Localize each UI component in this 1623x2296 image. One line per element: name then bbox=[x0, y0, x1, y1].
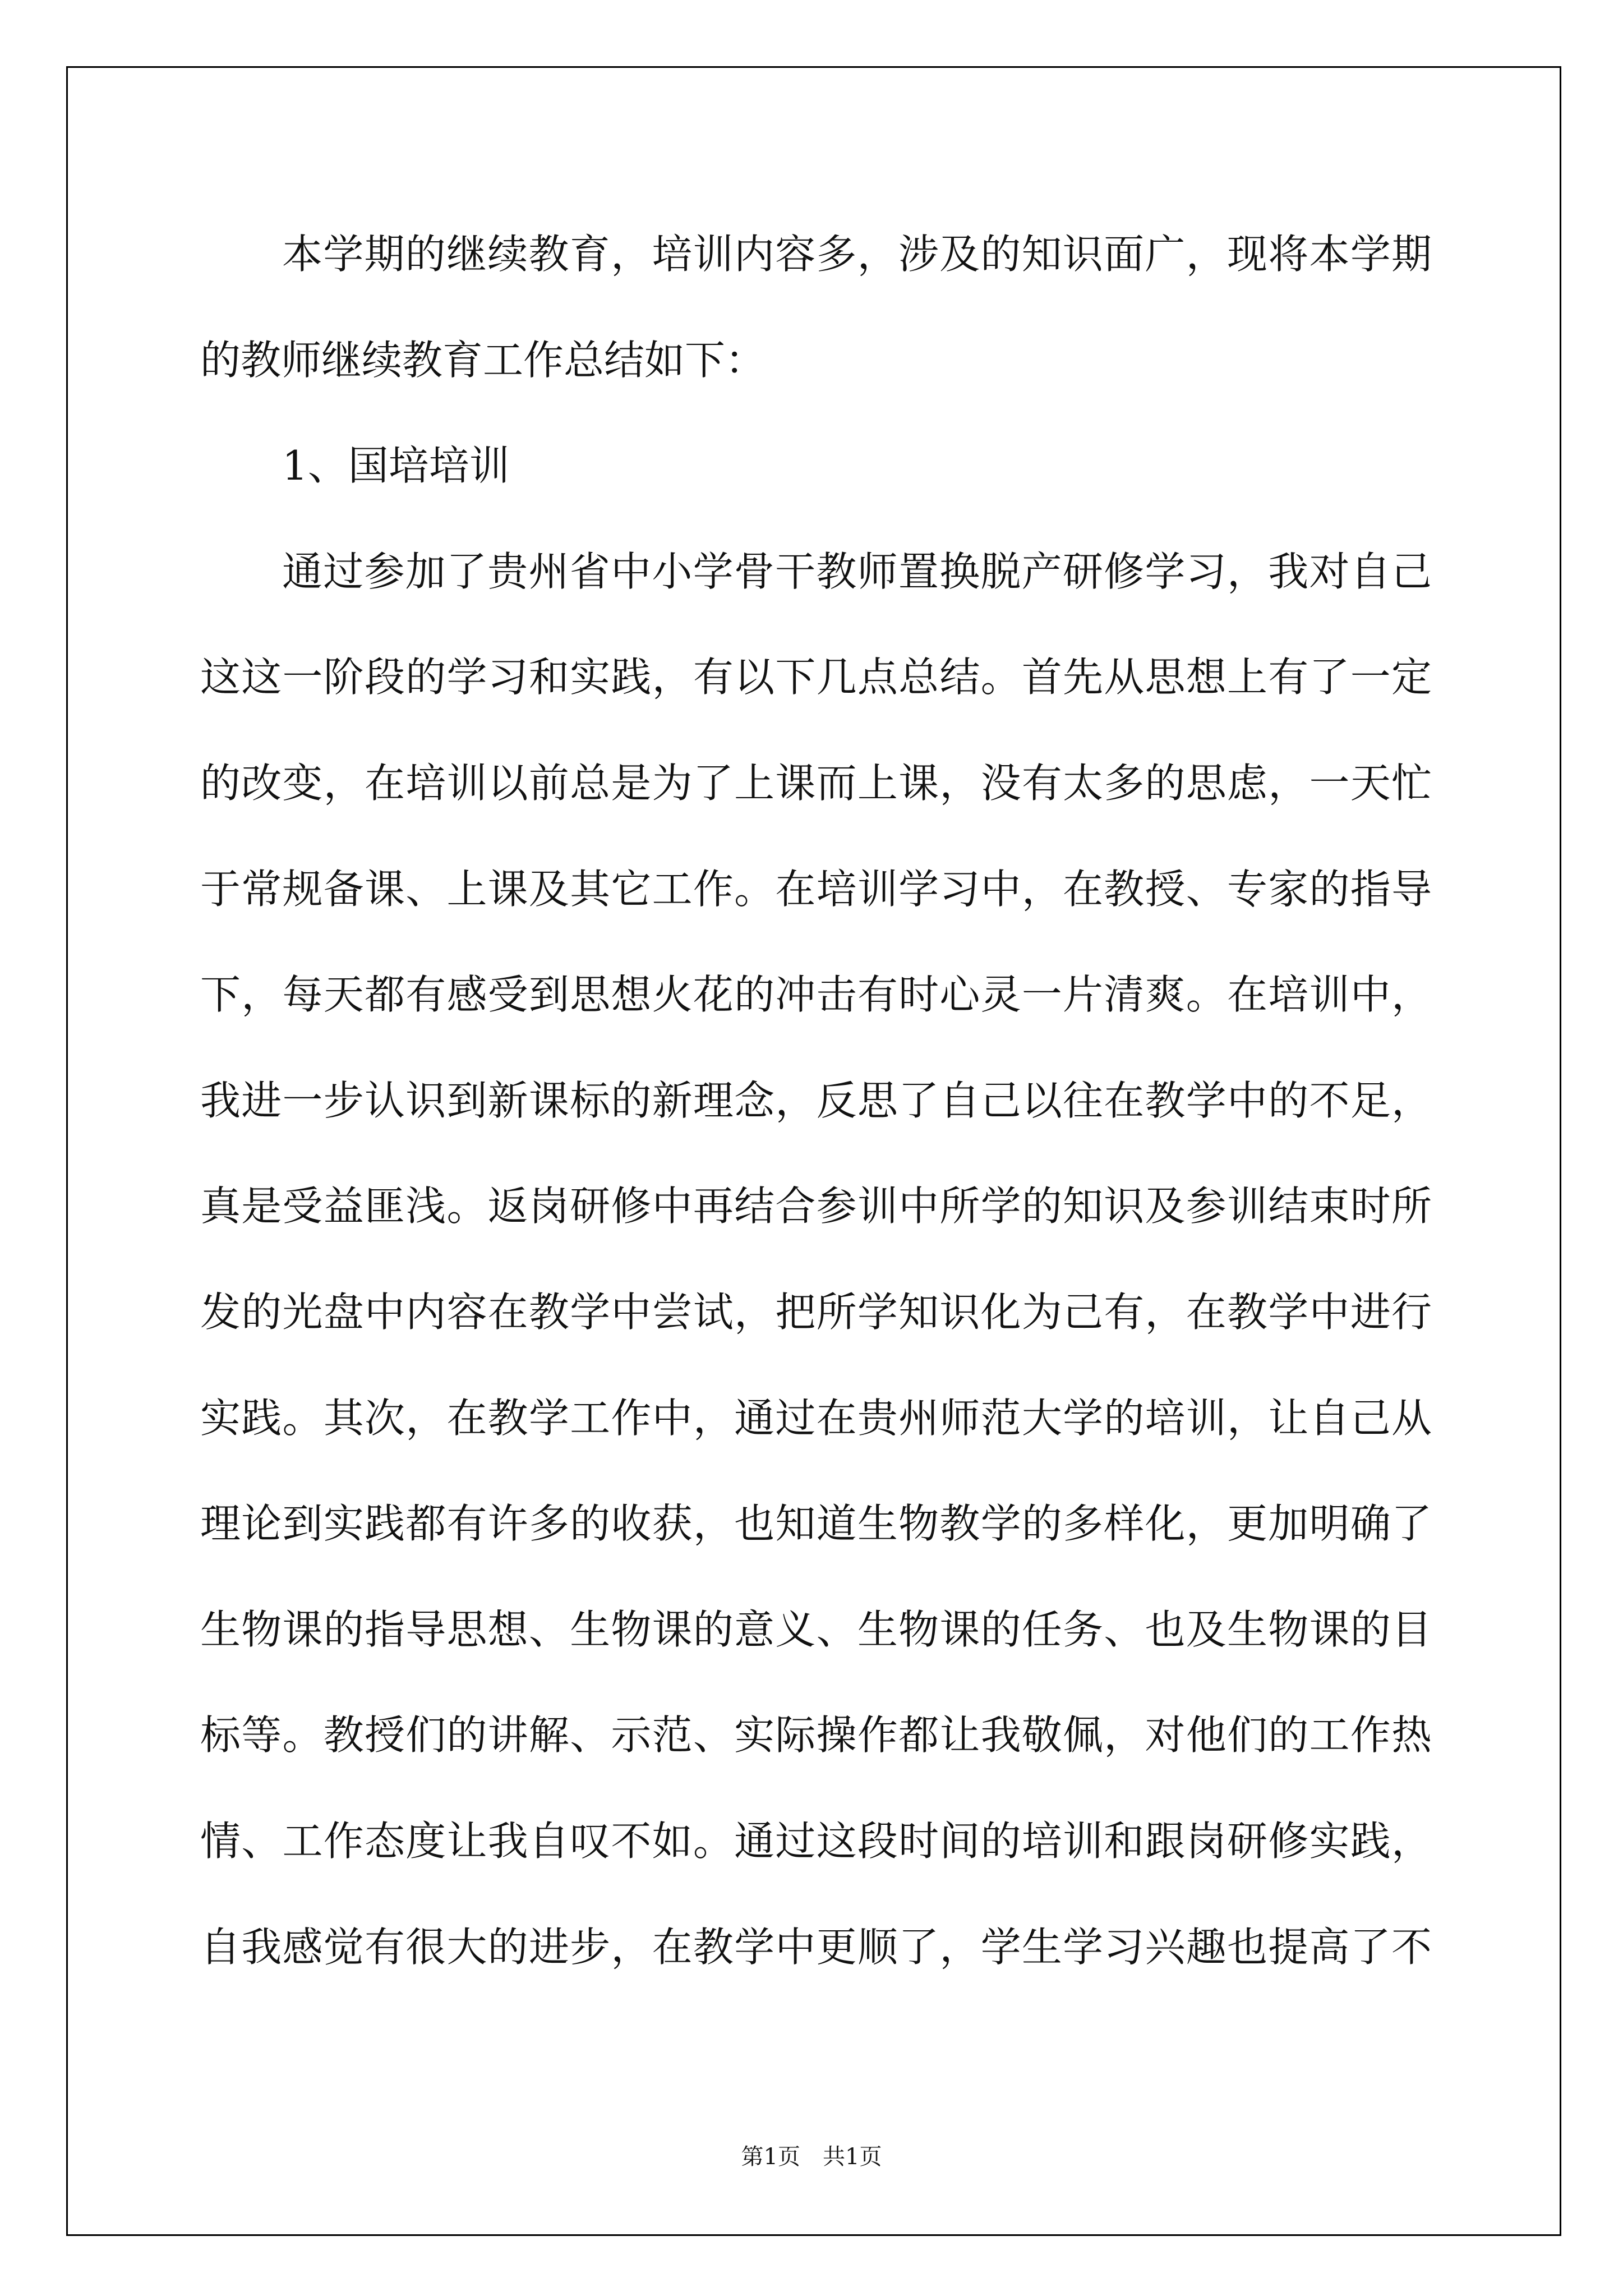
text-line: 的改变，在培训以前总是为了上课而上课，没有太多的思虑，一天忙 bbox=[200, 759, 1432, 807]
section-heading-text: 1、国培培训 bbox=[282, 442, 510, 490]
section-heading bbox=[200, 413, 1432, 519]
intro-paragraph bbox=[200, 201, 1432, 413]
text-line: 理论到实践都有许多的收获，也知道生物教学的多样化，更加明确了 bbox=[200, 1500, 1432, 1548]
section-paragraph bbox=[200, 519, 1432, 2000]
page-number: 第1页 共1页 bbox=[741, 2144, 882, 2170]
text-line: 实践。其次，在教学工作中，通过在贵州师范大学的培训，让自己从 bbox=[200, 1394, 1432, 1442]
text-line: 真是受益匪浅。返岗研修中再结合参训中所学的知识及参训结束时所 bbox=[200, 1182, 1432, 1230]
text-line: 情、工作态度让我自叹不如。通过这段时间的培训和跟岗研修实践， bbox=[200, 1817, 1432, 1865]
text-line: 于常规备课、上课及其它工作。在培训学习中，在教授、专家的指导 bbox=[200, 865, 1432, 913]
text-line: 自我感觉有很大的进步，在教学中更顺了，学生学习兴趣也提高了不 bbox=[200, 1923, 1432, 1971]
text-line: 我进一步认识到新课标的新理念，反思了自己以往在教学中的不足， bbox=[200, 1076, 1432, 1124]
text-line: 通过参加了贵州省中小学骨干教师置换脱产研修学习，我对自己 bbox=[282, 547, 1432, 595]
document-body bbox=[200, 201, 1432, 2000]
text-line: 本学期的继续教育，培训内容多，涉及的知识面广，现将本学期 bbox=[282, 231, 1432, 278]
text-line: 发的光盘中内容在教学中尝试，把所学知识化为己有，在教学中进行 bbox=[200, 1288, 1432, 1336]
text-line: 的教师继续教育工作总结如下： bbox=[200, 336, 766, 384]
text-line: 生物课的指导思想、生物课的意义、生物课的任务、也及生物课的目 bbox=[200, 1605, 1432, 1653]
text-line: 标等。教授们的讲解、示范、实际操作都让我敬佩，对他们的工作热 bbox=[200, 1711, 1432, 1759]
text-line: 下，每天都有感受到思想火花的冲击有时心灵一片清爽。在培训中， bbox=[200, 971, 1432, 1019]
text-line: 这这一阶段的学习和实践，有以下几点总结。首先从思想上有了一定 bbox=[200, 654, 1432, 701]
